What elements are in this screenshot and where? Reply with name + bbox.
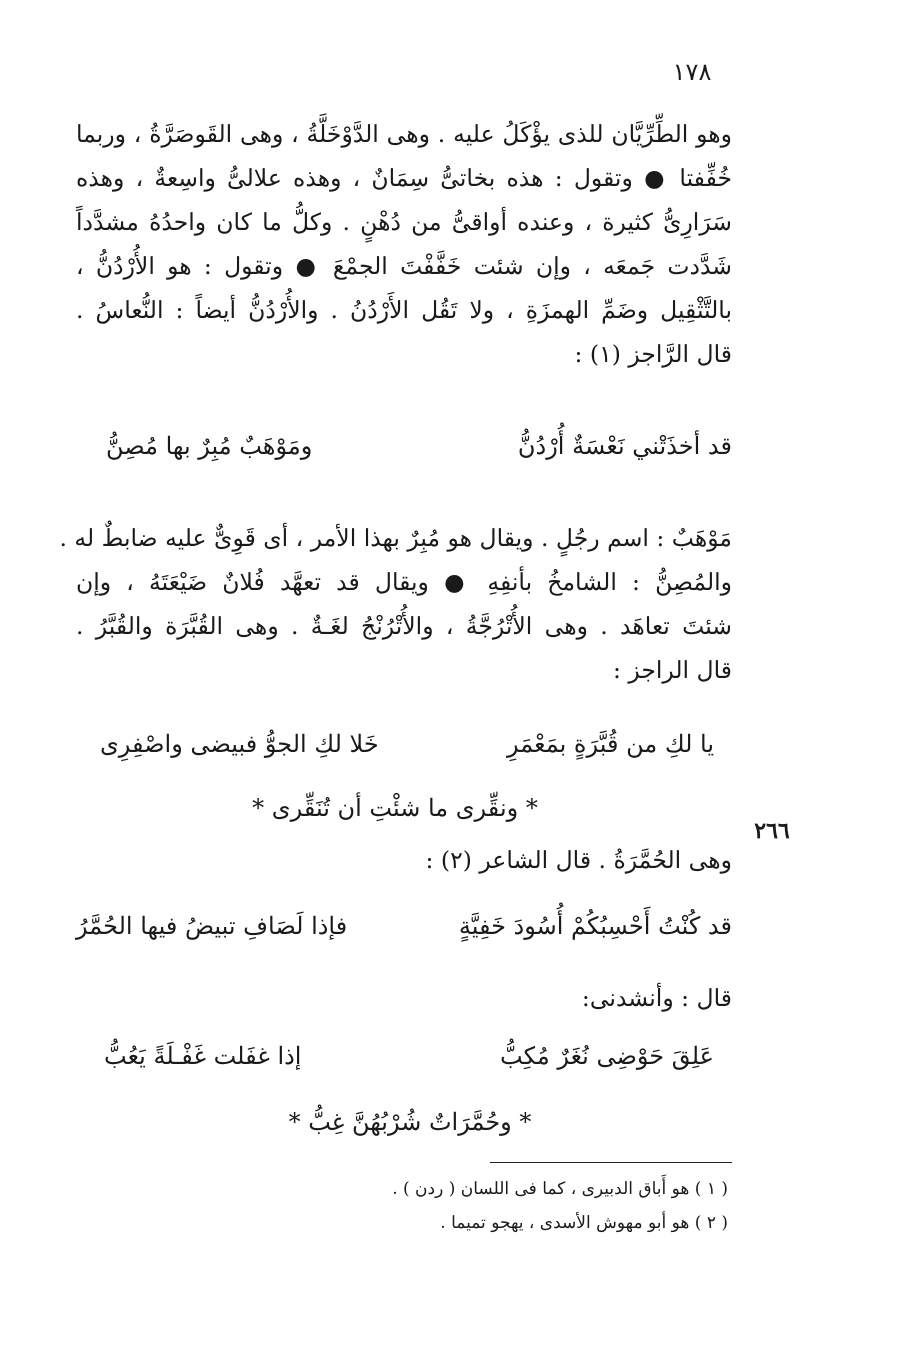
verse-4-second-hemistich: إذا غفَلت غَفْـلَةً يَعُبُّ <box>104 1042 302 1070</box>
paragraph-1-line: شَدَّدت جَمعَه ، وإن شئت خَفَّفْتَ الجمْعَ ● وتقول : هو الأُرْدُنُّ ، <box>76 252 732 280</box>
verse-1-first-hemistich: قد أخذَتْني نَعْسَةٌ أُرْدُنُّ <box>517 432 732 460</box>
verse-1-second-hemistich: ومَوْهَبٌ مُبِرٌ بها مُصِنُّ <box>106 432 313 460</box>
footnote-divider <box>490 1162 732 1163</box>
paragraph-2-line: قال الراجز : <box>612 656 732 684</box>
verse-2-first-hemistich: يا لكِ من قُبَّرَةٍ بمَعْمَرِ <box>507 730 714 758</box>
paragraph-2-line: شئتَ تعاهَد . وهى الأُتْرُجَّةُ ، والأُتْرُنْجُ لغَـةٌ . وهى القُبَّرَة والقُبَّرُ . <box>76 612 732 640</box>
verse-2-second-hemistich: خَلا لكِ الجوُّ فبيضى واصْفِرِى <box>100 730 379 758</box>
verse-3-second-hemistich: فإذا لَصَافِ تبيضُ فيها الحُمَّرُ <box>76 912 348 940</box>
paragraph-3 <box>76 838 732 882</box>
paragraph-1-line: خُفِّفتا ● وتقول : هذه بخاتىُّ سِمَانٌ ، وهذه علالىُّ واسِعةٌ ، وهذه <box>76 164 732 192</box>
paragraph-2 <box>59 516 732 692</box>
footnote-2: ( ٢ ) هو أبو مهوش الأسدى ، يهجو تميما . <box>440 1213 728 1233</box>
verse-2-third-line: * ونقِّرى ما شئْتِ أن تُنَقِّرى * <box>252 794 538 822</box>
paragraph-2-line: والمُصِنُّ : الشامخُ بأنفِهِ ● ويقال قد تعهَّد فُلانٌ ضَيْعَتَهُ ، وإن <box>76 568 732 596</box>
paragraph-1-line: بالتَّثْقِيل وضَمِّ الهمزَةِ ، ولا تَقُل الأَرْدُنُ . والأُرْدُنُّ أيضاً : النُّعاسُ . <box>76 296 732 324</box>
marginal-reference-number: ٢٦٦ <box>754 818 790 844</box>
paragraph-1 <box>76 112 732 376</box>
footnote-1: ( ١ ) هو أَباق الدبيرى ، كما فى اللسان ( ردن ) . <box>392 1179 728 1199</box>
verse-2 <box>100 730 714 770</box>
verse-3-first-hemistich: قد كُنْتُ أَحْسِبُكُمْ أُسُودَ خَفِيَّةٍ <box>458 912 732 940</box>
paragraph-2-line: مَوْهَبٌ : اسم رجُلٍ . ويقال هو مُبِرٌ بهذا الأمر ، أى قَوِىٌّ عليه ضابطٌ له . <box>59 524 732 552</box>
paragraph-1-line: وهو الطِّرِّيَّان للذى يؤْكَلُ عليه . وهى الدَّوْخَلَّةُ ، وهى القَوصَرَّةُ ، وربما <box>76 120 732 148</box>
footnotes <box>330 1172 728 1240</box>
verse-3 <box>76 912 732 952</box>
paragraph-1-line: قال الرَّاجز (١) : <box>574 340 732 368</box>
verse-1 <box>76 432 732 472</box>
verse-4-first-hemistich: عَلِقَ حَوْضِى نُغَرٌ مُكِبُّ <box>500 1042 714 1070</box>
paragraph-4-line: قال : وأنشدنى: <box>581 984 732 1012</box>
verse-4-third-line: * وحُمَّرَاتٌ شُرْبُهُنَّ غِبُّ * <box>288 1108 532 1136</box>
paragraph-3-line: وهى الحُمَّرَةُ . قال الشاعر (٢) : <box>425 846 732 874</box>
page-number: ١٧٨ <box>672 58 712 86</box>
verse-4 <box>104 1042 714 1082</box>
paragraph-4 <box>76 976 732 1020</box>
paragraph-1-line: سَرَارِىُّ كثيرة ، وعنده أواقىُّ من دُهْنٍ . وكلُّ ما كان واحدُهُ مشدَّداً <box>76 208 732 236</box>
